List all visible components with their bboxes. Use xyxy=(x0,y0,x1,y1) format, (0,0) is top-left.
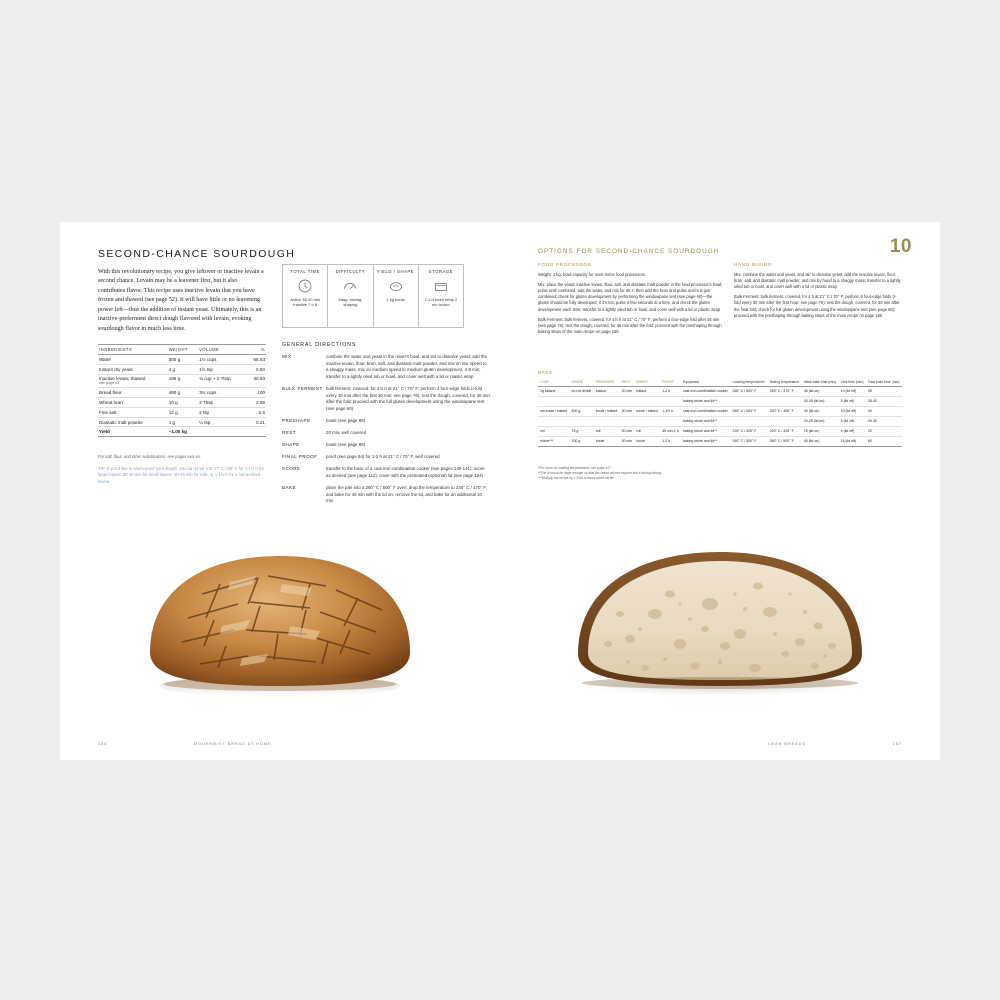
cell-vent-time: 5 (lid off) xyxy=(839,417,866,427)
fp-paragraph: Mix: place the yeast, inactive levain, flour, salt, and diastatic malt powder in the food processor's bowl; pulse until combined; add the water, and mix for 45 s; then add the bran and pulse until it is just combined; check for gluten development by performing the windowpane test (see page 60)—the gluten should be fully developed; if it's not, pulse a few seconds at a time, and check the gluten development each time; transfer to a lightly oiled tub or bowl, and cover well with a lid or plastic wrap xyxy=(538,282,723,312)
hand-mixing-column xyxy=(734,262,902,323)
ingredient-name: Inactive levain, thawed xyxy=(99,376,146,382)
cell-shape: roll xyxy=(634,426,660,436)
cell-divide: 200 g xyxy=(570,436,594,446)
table-row xyxy=(98,407,266,417)
cell-vent-time: 5 (lid off) xyxy=(839,426,866,436)
cell-loaf: roll xyxy=(538,426,570,436)
col-shape: SHAPE xyxy=(634,378,660,387)
bake-table-notes xyxy=(538,466,902,481)
col-loading-temperature: Loading temperature* xyxy=(731,378,768,387)
cell-proof xyxy=(660,397,681,407)
ingredient-weight: 1 g xyxy=(168,417,198,427)
cell-loading-temp xyxy=(731,417,768,427)
ingredient-weight: 305 g xyxy=(168,355,198,365)
direction-step xyxy=(282,485,490,505)
bake-note: ***Multiply the recipe by 1.5 for a home-sized miche. xyxy=(538,476,615,481)
col-baking-temperature: Baking temperature xyxy=(768,378,802,387)
cell-preshape: bâtard xyxy=(594,387,620,397)
left-page xyxy=(60,222,500,760)
info-heading: STORAGE xyxy=(428,269,454,274)
cell-initial-bake: 30 (lid on) xyxy=(802,407,839,417)
cell-loading-temp: 260° C / 500° F xyxy=(731,387,768,397)
general-directions-title: GENERAL DIRECTIONS xyxy=(282,342,357,348)
ingredient-percent: 40.63 xyxy=(247,374,266,388)
info-heading: YIELD / SHAPE xyxy=(377,269,415,274)
col-rest: REST xyxy=(620,378,635,387)
step-label: SCORE xyxy=(282,466,301,472)
cell-shape: bâtard xyxy=(634,387,660,397)
step-label: BULK FERMENT xyxy=(282,385,323,391)
info-storage xyxy=(419,265,463,327)
cell-divide: 500 g xyxy=(570,407,594,417)
ingredient-percent: 100 xyxy=(247,388,266,398)
step-text: 20 min, well covered xyxy=(326,429,367,435)
table-row xyxy=(538,407,902,417)
cell-shape: boule / bâtard xyxy=(634,407,660,417)
food-processor-heading: FOOD PROCESSOR xyxy=(538,262,592,267)
cell-rest xyxy=(620,397,635,407)
cell-shape: boule xyxy=(634,436,660,446)
cell-equipment: baking stone and lid** xyxy=(681,426,731,436)
table-row xyxy=(538,426,902,436)
cell-baking-temp xyxy=(768,417,802,427)
cell-rest: 20 min xyxy=(620,436,635,446)
step-text: proof (see page 94) for 1-2 h at 21° C / 70° F, well covered xyxy=(326,454,440,460)
cell-total-bake: 35-40 xyxy=(866,397,902,407)
folio-number-right: 187 xyxy=(892,742,902,746)
ingredient-percent: 0.83 xyxy=(247,364,266,374)
crumb-cross-section-photo xyxy=(500,534,940,724)
step-text: bulk ferment, covered, for 2½ h at 21° C / 70° F; perform 4 four-edge folds (I-fold every 30 min after the first 30 min; see page 76); rest the dough, covered, for 30 min after the fold; proceed with the full gluten development using the windowpane test (see page 60) xyxy=(326,385,490,411)
ingredient-percent: 65.63 xyxy=(247,355,266,365)
food-processor-column xyxy=(538,262,724,339)
intro-paragraph: With this revolutionary recipe, you give leftover or inactive levain a second chance. Levain may be a leavener first, but it also contributes flavor. This recipe uses inactive levain that you have frozen and thawed (see page 52). It will have little or no leavening power left—thus the addition of instant yeast. Ultimately, this is an inactive-preferment direct dough flavored with levain, evoking sourdough flavor in much less time. xyxy=(98,269,264,332)
col-vent-time: Vent time (min) xyxy=(839,378,866,387)
cell-total-bake: 25-30 xyxy=(866,417,902,427)
info-difficulty xyxy=(328,265,373,327)
info-heading: TOTAL TIME xyxy=(290,269,320,274)
direction-step xyxy=(282,386,490,412)
cell-total-bake: 60 xyxy=(866,436,902,446)
col-ingredients: INGREDIENTS xyxy=(98,345,168,355)
cell-vent-time: 10 (lid off) xyxy=(839,407,866,417)
ingredient-volume: 3 Tbsp xyxy=(198,398,246,408)
cell-baking-temp: 245° C / 470° F xyxy=(768,387,802,397)
cell-divide: 75 g xyxy=(570,426,594,436)
direction-step xyxy=(282,418,490,425)
col-weight: WEIGHT xyxy=(168,345,198,355)
ingredient-volume: 2 tsp xyxy=(198,407,246,417)
cell-equipment: baking stone and lid** xyxy=(681,397,731,407)
col-volume: VOLUME xyxy=(198,345,246,355)
cell-loaf: 1g bâtard xyxy=(538,387,570,397)
cell-divide xyxy=(570,397,594,407)
bake-note: *For more on loading temperatures, see page 127 xyxy=(538,466,611,470)
step-label: PRESHAPE xyxy=(282,417,311,423)
info-yield-shape xyxy=(374,265,419,327)
table-row xyxy=(538,436,902,446)
col-loaf: LOAF xyxy=(538,378,570,387)
cell-loading-temp: 260° C / 500° F xyxy=(731,407,768,417)
cell-loading-temp xyxy=(731,397,768,407)
cell-equipment: cast-iron combination cooker xyxy=(681,407,731,417)
direction-step xyxy=(282,466,490,479)
cell-equipment: cast-iron combination cooker xyxy=(681,387,731,397)
box-icon xyxy=(433,278,449,294)
cell-preshape: boule xyxy=(594,436,620,446)
cell-baking-temp: 230° C / 450° F xyxy=(768,407,802,417)
boule-icon xyxy=(388,278,404,294)
ingredient-weight: 12 g xyxy=(168,407,198,417)
cell-vent-time: 10 (lid off) xyxy=(839,387,866,397)
direction-step xyxy=(282,354,490,380)
table-row xyxy=(538,387,902,397)
ingredient-name: Instant dry yeast xyxy=(99,366,133,372)
step-label: SHAPE xyxy=(282,442,300,448)
col-percent: % xyxy=(247,345,266,355)
cell-rest: 20 min xyxy=(620,407,635,417)
hm-paragraph: Mix: combine the water and yeast, and stir to dissolve yeast; add the inactive levain, flour, bran, salt, and diastatic malt powder, and mix by hand to a shaggy mass; transfer to a lightly oiled tub or bowl, and cover well with a lid or plastic wrap xyxy=(734,271,901,290)
cell-preshape xyxy=(594,417,620,427)
step-text: boule (see page 88) xyxy=(326,417,366,423)
tip-note: TIP: If you'd like to warm-proof your dough, you can proof it at 27° C / 80° F for 1-1½ h for large loaves, 30-45 min for small loaves. 30-45 min for rolls, or 1-1½ h for a home-sized miche. xyxy=(98,466,264,484)
info-value: 2-3 d room temp 2 mo frozen xyxy=(424,297,458,308)
table-row xyxy=(538,417,902,427)
gauge-icon xyxy=(342,278,358,294)
direction-step xyxy=(282,430,490,437)
ingredient-percent: 0.21 xyxy=(247,417,266,427)
recipe-info-box xyxy=(282,264,464,328)
col-initial-bake-time: Initial bake time (min) xyxy=(802,378,839,387)
cell-loading-temp: 260° C / 500° F xyxy=(731,436,768,446)
table-row xyxy=(98,364,266,374)
cell-equipment: baking stone and lid** xyxy=(681,436,731,446)
options-title: OPTIONS FOR SECOND-CHANCE SOURDOUGH xyxy=(538,248,720,255)
ingredient-name: Wheat bran xyxy=(99,400,123,406)
ingredients-table xyxy=(98,344,266,437)
cell-proof: 1-1½ h xyxy=(660,407,681,417)
cell-proof: 45 min-1 h xyxy=(660,426,681,436)
info-value: Active 35-40 min Inactive 7 h 8 xyxy=(290,297,321,308)
book-spread xyxy=(60,222,940,760)
col-equipment: Equipment xyxy=(681,378,731,387)
table-row xyxy=(98,355,266,365)
cell-proof xyxy=(660,417,681,427)
ingredient-percent: 2.5 xyxy=(247,407,266,417)
cell-baking-temp: 260° C / 500° F xyxy=(768,436,802,446)
cell-total-bake: 20 xyxy=(866,426,902,436)
step-label: REST xyxy=(282,429,297,435)
table-row xyxy=(98,388,266,398)
info-value: Easy: mixing, shaping xyxy=(338,297,363,308)
fp-paragraph: Bulk Ferment: bulk ferment, covered, for 1½ h at 21° C / 70° F; perform a four-edge fold after 45 min (see page 76); rest the dough, covered, for 45 min after the fold; proceed with the preshaping through baking steps of the main recipe on page 186 xyxy=(538,316,722,335)
hand-mixing-heading: HAND MIXING xyxy=(734,262,773,267)
cell-rest: 20 min xyxy=(620,387,635,397)
cell-loaf: miche*** xyxy=(538,436,570,446)
cell-vent-time: 5 (lid off) xyxy=(839,397,866,407)
ingredient-name: Diastatic malt powder xyxy=(99,419,143,425)
col-divide: DIVIDE xyxy=(570,378,594,387)
cell-proof: 1-2 h xyxy=(660,436,681,446)
ingredient-subnote: see page 53 xyxy=(99,381,120,386)
table-row xyxy=(98,374,266,388)
ingredient-name: Water xyxy=(99,356,112,362)
col-preshape: PRESHAPE xyxy=(594,378,620,387)
cell-proof: 1-2 h xyxy=(660,387,681,397)
cell-vent-time: 15 (lid off) xyxy=(839,436,866,446)
cell-divide: do not divide xyxy=(570,387,594,397)
direction-step xyxy=(282,442,490,449)
page-title: SECOND-CHANCE SOURDOUGH xyxy=(98,248,296,260)
ingredient-name: Fine salt xyxy=(99,409,117,415)
folio-caption-right: LEAN BREADS xyxy=(768,742,806,746)
table-header-row xyxy=(98,345,266,355)
bake-table xyxy=(538,378,902,447)
table-row xyxy=(538,397,902,407)
cell-divide xyxy=(570,417,594,427)
cell-preshape: roll xyxy=(594,426,620,436)
info-value: 1 kg boule xyxy=(386,297,405,302)
cell-total-bake: 55 xyxy=(866,387,902,397)
cell-initial-bake: 45 (lid on) xyxy=(802,436,839,446)
table-header-row xyxy=(538,378,902,387)
cell-preshape: boule / bâtard xyxy=(594,407,620,417)
table-row xyxy=(98,398,266,408)
fp-paragraph: Weight: 1 kg: bowl capacity for most home food processors xyxy=(538,271,646,277)
step-text: combine the water and yeast in the mixer's bowl, and stir to dissolve yeast; add the inactive levain, flour, bran, salt, and diastatic malt powder, and mix on low speed to a shaggy mass; mix on medium speed to medium gluten development, 4-5 min; transfer to a lightly oiled tub or bowl, and cover well with a lid or plastic wrap xyxy=(326,354,487,379)
step-label: FINAL PROOF xyxy=(282,454,318,460)
cell-shape xyxy=(634,417,660,427)
ingredient-volume: 3⅓ cups xyxy=(198,388,246,398)
step-text: place the pan into a 260° C / 500° F oven; drop the temperature to 245° C / 470° F, and bake for 45 min with the lid on; remove the lid, and bake for an additional 10 min xyxy=(326,485,487,504)
ingredient-volume: 1⅓ cups xyxy=(198,355,246,365)
cell-initial-bake: 45 (lid on) xyxy=(802,387,839,397)
cell-initial-bake: 20-25 (lid on) xyxy=(802,417,839,427)
step-text: boule (see page 88) xyxy=(326,442,366,448)
cell-equipment: baking stone and lid** xyxy=(681,417,731,427)
table-total-row xyxy=(98,427,266,437)
cell-loading-temp: 220° C / 425° F xyxy=(731,426,768,436)
folio-caption-left: MODERNIST BREAD AT HOME xyxy=(194,742,272,746)
cell-initial-bake: 30-35 (lid on) xyxy=(802,397,839,407)
ingredient-name: Bread flour xyxy=(99,390,122,396)
cell-initial-bake: 15 (lid on) xyxy=(802,426,839,436)
scored-boule-photo xyxy=(60,534,500,724)
boule-illustration xyxy=(130,534,430,709)
cell-baking-temp: 220° C / 425° F xyxy=(768,426,802,436)
folio-number-left: 186 xyxy=(98,742,108,746)
col-total-bake-time: Total bake time (min) xyxy=(866,378,902,387)
general-directions-list xyxy=(282,354,490,510)
step-label: BAKE xyxy=(282,485,297,491)
yield-weight: ~1.00 kg xyxy=(168,427,198,437)
step-text: transfer to the base of a cast-iron combination cooker (see pages 140-141); score as desired (see page 112); cover with the preheated (optional) lid (see page 134) xyxy=(326,466,485,478)
right-page xyxy=(500,222,940,760)
cell-loaf xyxy=(538,397,570,407)
ingredient-weight: 195 g xyxy=(168,374,198,388)
cell-rest: 20 min xyxy=(620,426,635,436)
ingredient-volume: 1½ tsp xyxy=(198,364,246,374)
crumb-illustration xyxy=(560,534,880,709)
chapter-number: 10 xyxy=(889,236,912,257)
bake-table-title: BAKE xyxy=(538,370,554,375)
cell-preshape xyxy=(594,397,620,407)
ingredient-percent: 2.08 xyxy=(247,398,266,408)
direction-step xyxy=(282,454,490,461)
step-label: MIX xyxy=(282,354,292,359)
ingredient-weight: 10 g xyxy=(168,398,198,408)
clock-icon xyxy=(297,278,313,294)
info-total-time xyxy=(283,265,328,327)
yield-label: Yield xyxy=(98,427,168,437)
bake-note: **The lid must be large enough so that the bread will not expand into it during baking. xyxy=(538,471,663,476)
table-row xyxy=(98,417,266,427)
col-proof: PROOF xyxy=(660,378,681,387)
cell-loaf xyxy=(538,417,570,427)
cell-total-bake: 40 xyxy=(866,407,902,417)
info-heading: DIFFICULTY xyxy=(335,269,366,274)
cell-baking-temp xyxy=(768,397,802,407)
ingredients-note: For salt, flour, and other substitutions, see pages xxix-xx. xyxy=(98,454,202,459)
cell-shape xyxy=(634,397,660,407)
ingredient-weight: 4 g xyxy=(168,364,198,374)
hm-paragraph: Bulk Ferment: bulk ferment, covered, for 4 h at 21° C / 70° F; perform 6 four-edge folds (I-fold every 30 min after the first hour; see page 76); rest the dough, covered, for 30 min after the final fold; check for full gluten development using the windowpane test (see page 60); proceed with the preshaping through baking steps of the main recipe on page 186 xyxy=(734,294,900,318)
ingredient-volume: ¼ tsp xyxy=(198,417,246,427)
cell-loaf: sm boule / bâtard xyxy=(538,407,570,417)
cell-rest xyxy=(620,417,635,427)
ingredient-weight: 480 g xyxy=(168,388,198,398)
ingredient-volume: ¾ cup + 2 Tbsp xyxy=(198,374,246,388)
